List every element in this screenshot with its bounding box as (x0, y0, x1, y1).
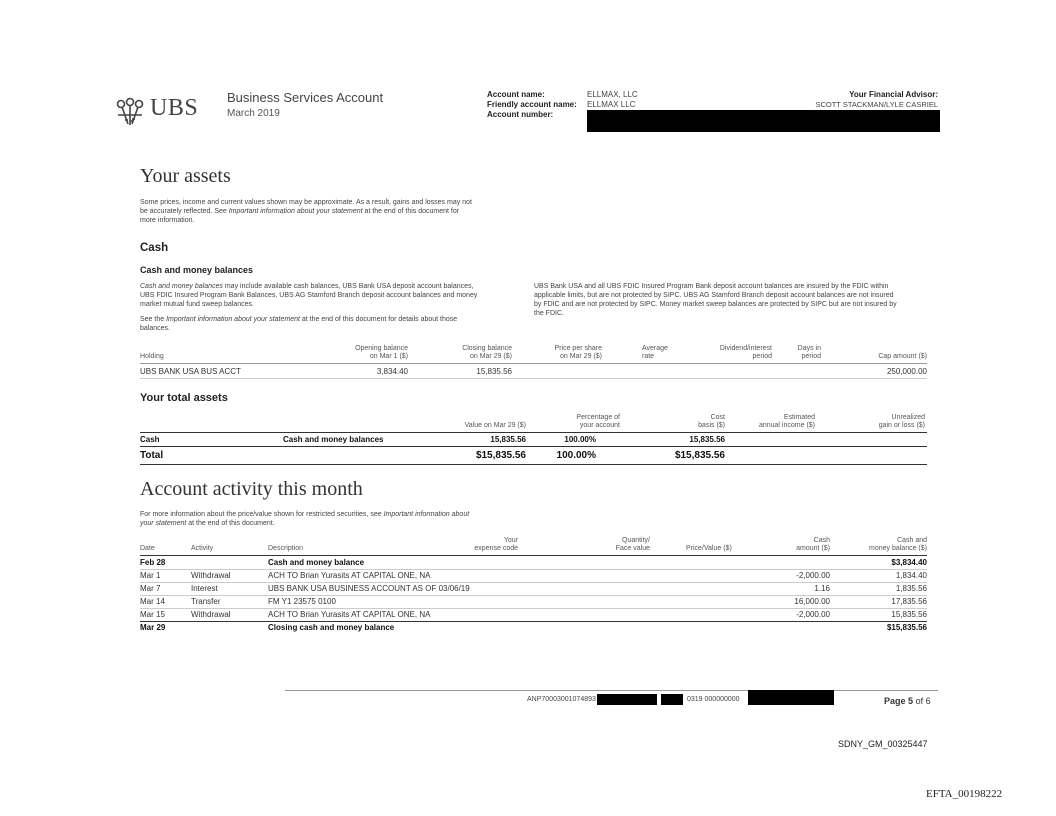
important-info-link: Important information about (383, 511, 470, 518)
efta-number: EFTA_00198222 (926, 788, 1003, 800)
advisor-name: SCOTT STACKMAN/LYLE CASRIEL (815, 100, 938, 109)
activity-intro-line (140, 510, 540, 519)
footer-redaction (597, 694, 657, 705)
footer-redaction (748, 690, 834, 705)
footer-rule (285, 690, 938, 691)
intro-text: be accurately reflected. See (140, 208, 227, 215)
cash-amount-header (770, 537, 830, 553)
total-row-value: $15,835.56 (475, 450, 526, 461)
holding-row-rule (140, 378, 927, 379)
cmb-text: at the end of this document for details about those (301, 316, 458, 323)
cmb-text: may include available cash balances, UBS Bank USA deposit account balances, (224, 283, 474, 290)
assets-intro-line (140, 207, 510, 216)
cash-heading: Cash (140, 242, 169, 254)
hdr-line: Estimated (783, 414, 815, 421)
your-assets-title: Your assets (140, 165, 231, 187)
footer-redaction (661, 694, 683, 705)
activity-row-rule (140, 608, 927, 609)
important-info-link: Important information about your statement (228, 208, 363, 215)
activity-date: Mar 7 (140, 584, 161, 593)
total-row-desc: Cash and money balances (283, 435, 384, 444)
hdr-line: Closing balance (462, 345, 512, 352)
activity-date: Mar 29 (140, 623, 166, 632)
page-of: of 6 (915, 696, 931, 706)
hdr-line: on Mar 29 ($) (559, 353, 602, 360)
holding-header: Holding (140, 353, 164, 360)
intro-text: For more information about the price/value shown for restricted securities, see (140, 511, 382, 518)
activity-type: Withdrawal (191, 571, 231, 580)
cmb-italic: Cash and money balances (140, 283, 223, 290)
hdr-line: on Mar 1 ($) (369, 353, 408, 360)
hdr-line: Cost (710, 414, 725, 421)
activity-balance: $15,835.56 (886, 623, 927, 632)
activity-balance: 1,835.56 (895, 584, 927, 593)
assets-intro-line: Some prices, income and current values shown may be approximate. As a result, gains and losses may not (140, 199, 472, 206)
estimated-income-header (735, 414, 815, 430)
ubs-logo-text: UBS (150, 95, 199, 121)
average-rate-header (642, 345, 668, 361)
cmb-text: See the (140, 316, 165, 323)
activity-row-rule (140, 621, 927, 622)
cmb-left-line (140, 282, 510, 291)
account-name-value: ELLMAX, LLC (587, 90, 638, 99)
friendly-name-label: Friendly account name: (487, 100, 577, 109)
assets-intro-line: more information. (140, 217, 195, 224)
activity-description: Cash and money balance (268, 558, 365, 567)
total-assets-heading: Your total assets (140, 392, 228, 404)
activity-date: Mar 14 (140, 597, 165, 606)
account-type: Business Services Account (227, 90, 384, 105)
cmb-right-text (534, 282, 934, 318)
hdr-line: Opening balance (355, 345, 408, 352)
page-label: Page (884, 696, 906, 706)
date-header: Date (140, 545, 155, 552)
bates-number: SDNY_GM_00325447 (838, 739, 928, 749)
page-number (884, 696, 931, 706)
total-row-pct: 100.00% (556, 450, 596, 461)
hdr-line: period (801, 353, 821, 360)
cmb-see-line (140, 315, 510, 324)
account-info-values (587, 90, 638, 110)
intro-text: at the end of this document. (188, 520, 275, 527)
activity-header-rule (140, 555, 927, 556)
expense-code-header (460, 537, 518, 553)
total-row-label: Cash (140, 435, 160, 444)
cmb-right-line: by FDIC and are not protected by SIPC. Money market sweep balances are protected by SIPC but are not insured by (534, 301, 897, 308)
activity-cash-amount: -2,000.00 (796, 610, 830, 619)
cmb-right-line: UBS Bank USA and all UBS FDIC Insured Program Bank deposit account balances are insured by the FDIC within (534, 283, 889, 290)
holding-cap-amount: 250,000.00 (886, 367, 927, 376)
activity-header: Activity (191, 545, 214, 552)
hdr-line: gain or loss ($) (878, 422, 925, 429)
activity-intro (140, 510, 540, 528)
hdr-line: expense code (474, 545, 518, 552)
hdr-line: on Mar 29 ($) (469, 353, 512, 360)
cmb-right-line: the FDIC. (534, 310, 564, 317)
activity-type: Interest (191, 584, 218, 593)
activity-cash-amount: 16,000.00 (794, 597, 830, 606)
hdr-line: Unrealized (891, 414, 925, 421)
cmb-see-line: balances. (140, 325, 170, 332)
statement-month: March 2019 (227, 108, 280, 119)
activity-row-rule (140, 595, 927, 596)
hdr-line: rate (642, 353, 655, 360)
hdr-line: Dividend/interest (719, 345, 772, 352)
total-mid-rule (140, 446, 927, 447)
hdr-line: Percentage of (576, 414, 620, 421)
dividend-period-header (685, 345, 772, 361)
cash-money-balances-heading: Cash and money balances (140, 265, 254, 275)
holding-name: UBS BANK USA BUS ACCT (140, 367, 241, 376)
hdr-line: Days in (797, 345, 821, 352)
unrealized-header (840, 414, 925, 430)
account-number-redaction (587, 110, 940, 132)
account-number-label: Account number: (487, 110, 554, 119)
cmb-left-line: market mutual fund sweep balances. (140, 301, 255, 308)
cmb-left-text (140, 282, 510, 333)
days-in-period-header (780, 345, 821, 361)
activity-type: Transfer (191, 597, 221, 606)
hdr-line: annual income ($) (758, 422, 815, 429)
total-row-value: 15,835.56 (490, 435, 526, 444)
footer-code-a: ANP70003001074893 (527, 696, 596, 703)
hdr-line: Average (642, 345, 668, 352)
price-per-share-header (520, 345, 602, 361)
page-num: 5 (908, 696, 914, 706)
holding-opening-balance: 3,834.40 (376, 367, 408, 376)
hdr-line: money balance ($) (869, 545, 927, 552)
activity-cash-amount: 1.16 (814, 584, 830, 593)
percentage-header (540, 414, 620, 430)
hdr-line: Quantity/ (621, 537, 650, 544)
closing-balance-header (412, 345, 512, 361)
hdr-line: Cash and (897, 537, 927, 544)
activity-row-rule (140, 569, 927, 570)
opening-balance-header (300, 345, 408, 361)
activity-intro-line (140, 519, 540, 528)
activity-balance: $3,834.40 (891, 558, 927, 567)
activity-balance: 1,834.40 (895, 571, 927, 580)
activity-date: Mar 1 (140, 571, 161, 580)
intro-text: at the end of this document for (364, 208, 460, 215)
money-balance-header (840, 537, 927, 553)
total-header-rule (140, 432, 927, 433)
description-header: Description (268, 545, 304, 552)
cap-amount-header: Cap amount ($) (878, 353, 927, 360)
account-name-label: Account name: (487, 90, 545, 99)
activity-date: Feb 28 (140, 558, 166, 567)
activity-cash-amount: -2,000.00 (796, 571, 830, 580)
activity-row-rule (140, 582, 927, 583)
cost-basis-header (650, 414, 725, 430)
hdr-line: your account (579, 422, 620, 429)
hdr-line: period (752, 353, 772, 360)
total-row-label: Total (140, 450, 164, 461)
total-row-cost: $15,835.56 (674, 450, 725, 461)
important-info-link: your statement (140, 520, 187, 527)
price-value-header: Price/Value ($) (686, 545, 732, 552)
holding-header-rule (140, 363, 927, 364)
hdr-line: amount ($) (796, 545, 830, 552)
important-info-link: Important information about your statement (166, 316, 300, 323)
total-bottom-rule (140, 464, 927, 465)
hdr-line: Price per share (554, 345, 602, 352)
activity-description: UBS BANK USA BUSINESS ACCOUNT AS OF 03/06/19 (268, 584, 470, 593)
hdr-line: Face value (615, 545, 650, 552)
activity-description: FM Y1 23575 0100 (268, 597, 336, 606)
value-header: Value on Mar 29 ($) (464, 422, 526, 429)
activity-description: ACH TO Brian Yurasits AT CAPITAL ONE, NA (268, 610, 431, 619)
hdr-line: Your (503, 537, 518, 544)
account-info-labels (487, 90, 577, 120)
activity-description: Closing cash and money balance (268, 623, 395, 632)
activity-date: Mar 15 (140, 610, 165, 619)
quantity-header (590, 537, 650, 553)
total-row-cost: 15,835.56 (689, 435, 725, 444)
cmb-right-line: applicable limits, but are not protected by SIPC. UBS AG Stamford Branch deposit account balances are not insured (534, 292, 894, 299)
activity-description: ACH TO Brian Yurasits AT CAPITAL ONE, NA (268, 571, 431, 580)
account-activity-title: Account activity this month (140, 478, 363, 500)
ubs-keys-logo-icon (112, 97, 148, 127)
cmb-left-line: UBS FDIC Insured Program Bank Balances, UBS AG Stamford Branch deposit account balances and money (140, 292, 478, 299)
advisor-label: Your Financial Advisor: (849, 90, 938, 99)
footer-code-b: 0319 000000000 (687, 696, 740, 703)
activity-type: Withdrawal (191, 610, 231, 619)
holding-closing-balance: 15,835.56 (476, 367, 512, 376)
total-row-pct: 100.00% (564, 435, 596, 444)
hdr-line: Cash (813, 537, 830, 544)
activity-balance: 17,835.56 (891, 597, 927, 606)
assets-intro (140, 198, 510, 225)
activity-balance: 15,835.56 (891, 610, 927, 619)
hdr-line: basis ($) (698, 422, 725, 429)
friendly-name-value: ELLMAX LLC (587, 100, 636, 109)
